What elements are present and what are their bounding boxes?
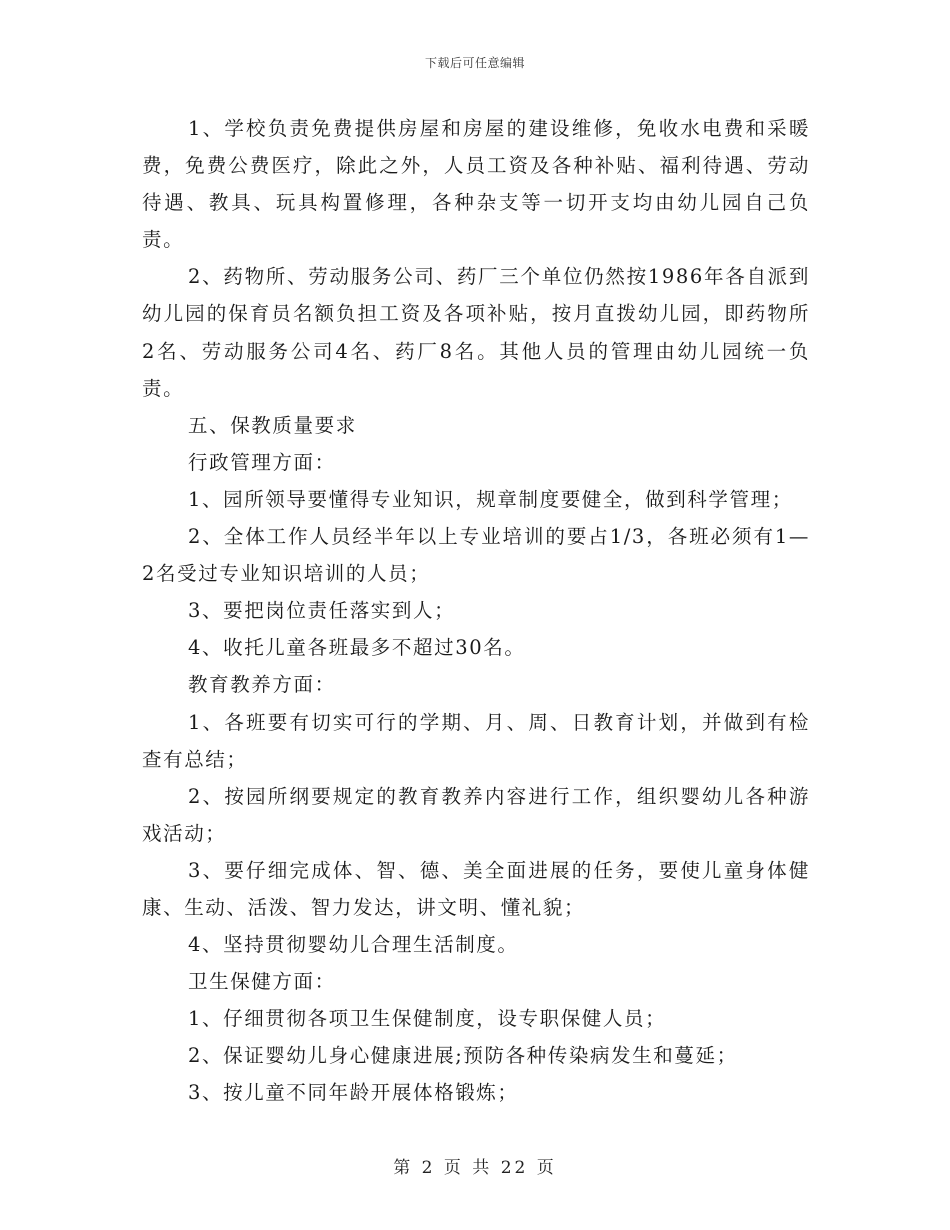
subheading-administration: 行政管理方面： (188, 450, 336, 474)
paragraph-1: 1、学校负责免费提供房屋和房屋的建设维修，免收水电费和采暖费，免费公费医疗，除此之外，人员工资及各种补贴、福利待遇、劳动待遇、教具、玩具构置修理，各种杂支等一切开支均由幼儿园自己负责。 (142, 117, 810, 252)
paragraph-health-1: 1、仔细贯彻各项卫生保健制度，设专职保健人员； (188, 1007, 667, 1031)
section-heading-quality: 五、保教质量要求 (188, 413, 357, 437)
paragraph-admin-2: 2、全体工作人员经半年以上专业培训的要占1/3，各班必须有1—2名受过专业知识培训的人员； (142, 525, 810, 586)
paragraph-edu-3: 3、要仔细完成体、智、德、美全面进展的任务，要使儿童身体健康、生动、活泼、智力发达，讲文明、懂礼貌； (142, 858, 810, 919)
page-footer: 第 2 页 共 22 页 (393, 1158, 557, 1178)
paragraph-admin-3: 3、要把岗位责任落实到人； (188, 599, 456, 623)
paragraph-health-2: 2、保证婴幼儿身心健康进展;预防各种传染病发生和蔓延； (188, 1044, 738, 1068)
subheading-education: 教育教养方面： (188, 673, 336, 697)
paragraph-health-3: 3、按儿童不同年龄开展体格锻炼； (188, 1081, 519, 1105)
paragraph-edu-4: 4、坚持贯彻婴幼儿合理生活制度。 (188, 933, 519, 957)
page-header: 下载后可任意编辑 (424, 56, 525, 70)
paragraph-edu-2: 2、按园所纲要规定的教育教养内容进行工作，组织婴幼儿各种游戏活动； (142, 784, 810, 845)
paragraph-2: 2、药物所、劳动服务公司、药厂三个单位仍然按1986年各自派到幼儿园的保育员名额负担工资及各项补贴，按月直拨幼儿园，即药物所2名、劳动服务公司4名、药厂8名。其他人员的管理由幼儿园统一负责。 (142, 265, 810, 400)
subheading-health: 卫生保健方面： (188, 970, 336, 994)
document-body (142, 110, 810, 1112)
paragraph-admin-4: 4、收托儿童各班最多不超过30名。 (188, 636, 526, 660)
paragraph-edu-1: 1、各班要有切实可行的学期、月、周、日教育计划，并做到有检查有总结； (142, 710, 810, 771)
paragraph-admin-1: 1、园所领导要懂得专业知识，规章制度要健全，做到科学管理； (188, 487, 793, 511)
